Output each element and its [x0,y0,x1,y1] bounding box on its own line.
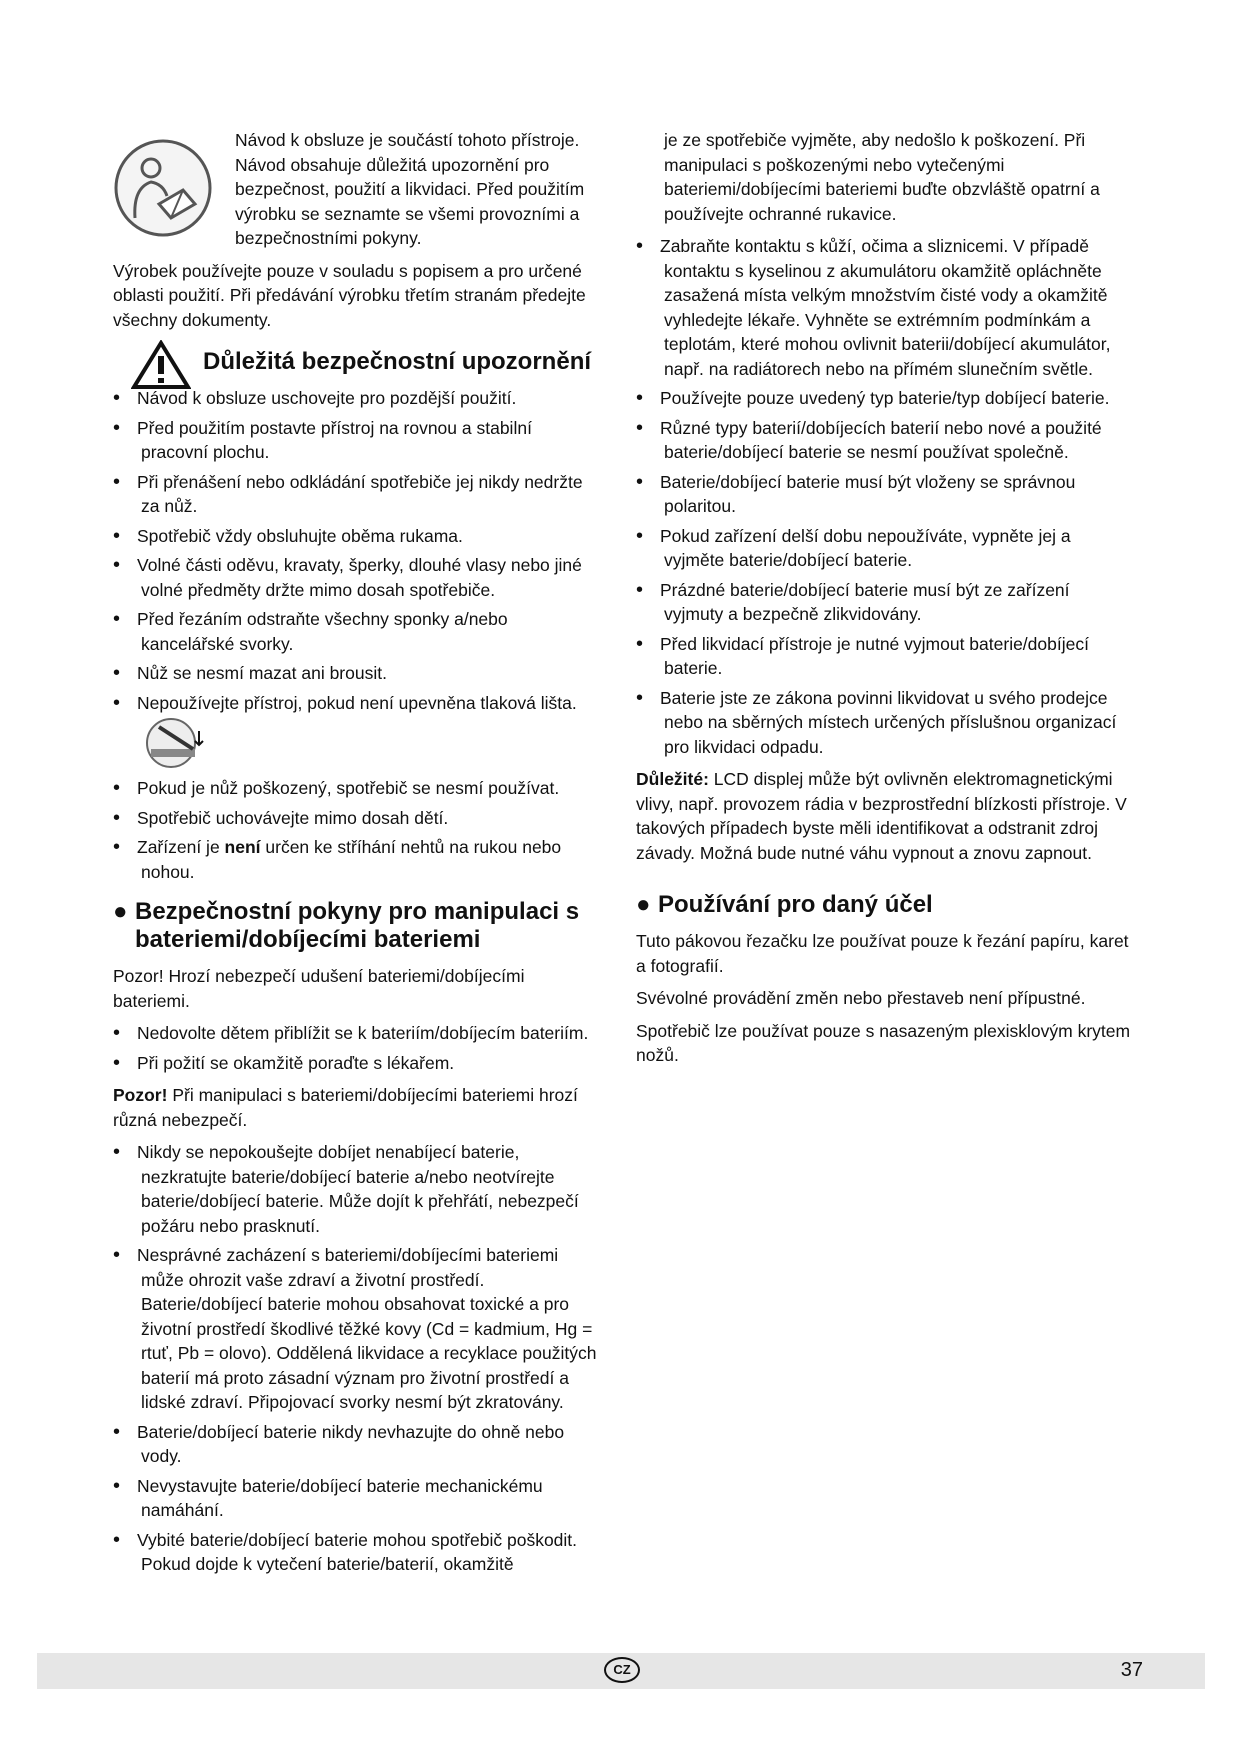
intro-section [113,128,603,251]
list-item: • Nedovolte dětem přiblížit se k bateriím/dobíjecím bateriím. [113,1021,603,1046]
list-item: • Baterie/dobíjecí baterie nikdy nevhazujte do ohně nebo vody. [113,1420,603,1469]
list-item: • Nevystavujte baterie/dobíjecí baterie mechanickému namáhání. [113,1474,603,1523]
list-item: • Prázdné baterie/dobíjecí baterie musí být ze zařízení vyjmuty a bezpečně zlikvidovány. [636,578,1131,627]
safety-heading [113,348,603,376]
list-item: • Baterie/dobíjecí baterie musí být vloženy se správnou polaritou. [636,470,1131,519]
battery-list-3 [636,234,1131,759]
usage-paragraph: Svévolné provádění změn nebo přestaveb není přípustné. [636,988,1086,1008]
battery-list-1 [113,1021,603,1075]
lcd-note-bold: Důležité: [636,769,709,789]
list-item: • Při požití se okamžitě poraďte s lékařem. [113,1051,603,1076]
nail-text-bold: není [224,837,261,857]
safety-list [113,386,603,884]
list-item: • Při přenášení nebo odkládání spotřebiče jej nikdy nedržte za nůž. [113,470,603,519]
nail-text-after: určen ke stříhání nehtů na rukou nebo nohou. [141,837,562,882]
battery-warning-text: Při manipulaci s bateriemi/dobíjecími bateriemi hrozí různá nebezpečí. [113,1085,578,1130]
usage-paragraph: Spotřebič lze používat pouze s nasazeným plexisklovým krytem nožů. [636,1020,1131,1065]
list-item: • Nůž se nesmí mazat ani brousit. [113,661,603,686]
intro-side-text: Návod k obsluze je součástí tohoto přístroje. Návod obsahuje důležitá upozornění pro bezpečnost, použití a likvidaci. Před použitím výrobku se seznamte se všemi provozními a bezpečnostními pokyny. [235,130,585,248]
country-badge: CZ [604,1657,640,1683]
list-item: • Spotřebič vždy obsluhujte oběma rukama. [113,524,603,549]
list-item: • Před řezáním odstraňte všechny sponky a/nebo kancelářské svorky. [113,607,603,656]
list-item: • Pokud zařízení delší dobu nepoužíváte, vypněte jej a vyjměte baterie/dobíjecí baterie. [636,524,1131,573]
list-item: • Baterie jste ze zákona povinni likvidovat u svého prodejce nebo na sběrných místech určených příslušnou organizací pro likvidaci odpadu. [636,686,1131,760]
read-manual-icon [113,138,213,238]
list-item: • Volné části oděvu, kravaty, šperky, dlouhé vlasy nebo jiné volné předměty držte mimo dosah spotřebiče. [113,553,603,602]
bullet-dot-icon: ● [636,891,651,918]
warning-triangle-icon [131,340,191,390]
list-item: • Vybité baterie/dobíjecí baterie mohou spotřebič poškodit. Pokud dojde k vytečení baterie/baterií, okamžitě [113,1528,603,1577]
list-item: • Před likvidací přístroje je nutné vyjmout baterie/dobíjecí baterie. [636,632,1131,681]
usage-paragraph: Tuto pákovou řezačku lze používat pouze k řezání papíru, karet a fotografií. [636,931,1129,976]
safety-heading-text: Důležitá bezpečnostní upozornění [203,348,592,375]
list-item: • Zabraňte kontaktu s kůží, očima a sliznicemi. V případě kontaktu s kyselinou z akumulátoru okamžitě opláchněte zasažená místa velkým množstvím čisté vody a okamžitě vyhledejte lékaře. Vyhněte se extrémním podmínkám a teplotám, které mohou ovlivnit baterii/dobíjecí akumulátor, např. na radiátorech nebo na přímém slunečním světle. [636,234,1131,381]
page-footer [37,1653,1205,1689]
list-item: • Návod k obsluze uschovejte pro pozdější použití. [113,386,603,411]
battery-warning-bold: Pozor! [113,1085,168,1105]
battery-heading-text: Bezpečnostní pokyny pro manipulaci s bateriemi/dobíjecími bateriemi [135,898,580,953]
right-column [636,128,1131,1076]
list-item: • Různé typy baterií/dobíjecích baterií nebo nové a použité baterie/dobíjecí baterie se nesmí používat společně. [636,416,1131,465]
list-item: • Nikdy se nepokoušejte dobíjet nenabíjecí baterie, nezkratujte baterie/dobíjecí baterie a/nebo neotvírejte baterie/dobíjecí baterie. Může dojít k přehřátí, nebezpečí požáru nebo prasknutí. [113,1140,603,1238]
intro-full-text: Výrobek používejte pouze v souladu s popisem a pro určené oblasti použití. Při předávání výrobku třetím stranám předejte všechny dokumenty. [113,260,586,330]
battery-heading [113,898,603,954]
lcd-note-text: LCD displej může být ovlivněn elektromagnetickými vlivy, např. provozem rádia v bezprostřední blízkosti přístroje. V takových případech byste měli identifikovat a odstranit zdroj závady. Možná bude nutné váhu vypnout a znovu zapnout. [636,769,1127,863]
list-item: • Pokud je nůž poškozený, spotřebič se nesmí používat. [113,776,603,801]
list-item [113,835,603,884]
list-item [113,691,603,772]
battery-continued: je ze spotřebiče vyjměte, aby nedošlo k poškození. Při manipulaci s poškozenými nebo vytečenými bateriemi/dobíjecími bateriemi buďte obzvláště opatrní a používejte ochranné rukavice. [664,130,1100,224]
battery-warning [113,1083,603,1132]
battery-list-2 [113,1140,603,1577]
nail-text-before: Zařízení je [137,837,225,857]
bullet-dot-icon: ● [113,898,128,925]
left-column [113,128,603,1585]
lcd-note [636,767,1131,865]
list-item: • Spotřebič uchovávejte mimo dosah dětí. [113,806,603,831]
pressure-bar-icon [141,715,211,771]
battery-intro: Pozor! Hrozí nebezpečí udušení bateriemi/dobíjecími bateriemi. [113,966,525,1011]
usage-heading [636,891,1131,919]
list-item: • Před použitím postavte přístroj na rovnou a stabilní pracovní plochu. [113,416,603,465]
page-number: 37 [1120,1659,1143,1681]
list-item: • Nesprávné zacházení s bateriemi/dobíjecími bateriemi může ohrozit vaše zdraví a životní prostředí. Baterie/dobíjecí baterie mohou obsahovat toxické a pro životní prostředí škodlivé těžké kovy (Cd = kadmium, Hg = rtuť, Pb = olovo). Oddělená likvidace a recyklace použitých baterií má proto zásadní význam pro životní prostředí a lidské zdraví. Připojovací svorky nesmí být zkratovány. [113,1243,603,1415]
usage-heading-text: Používání pro daný účel [658,891,933,918]
list-item: • Používejte pouze uvedený typ baterie/typ dobíjecí baterie. [636,386,1131,411]
list-item-text: Nepoužívejte přístroj, pokud není upevněna tlaková lišta. [137,692,577,713]
